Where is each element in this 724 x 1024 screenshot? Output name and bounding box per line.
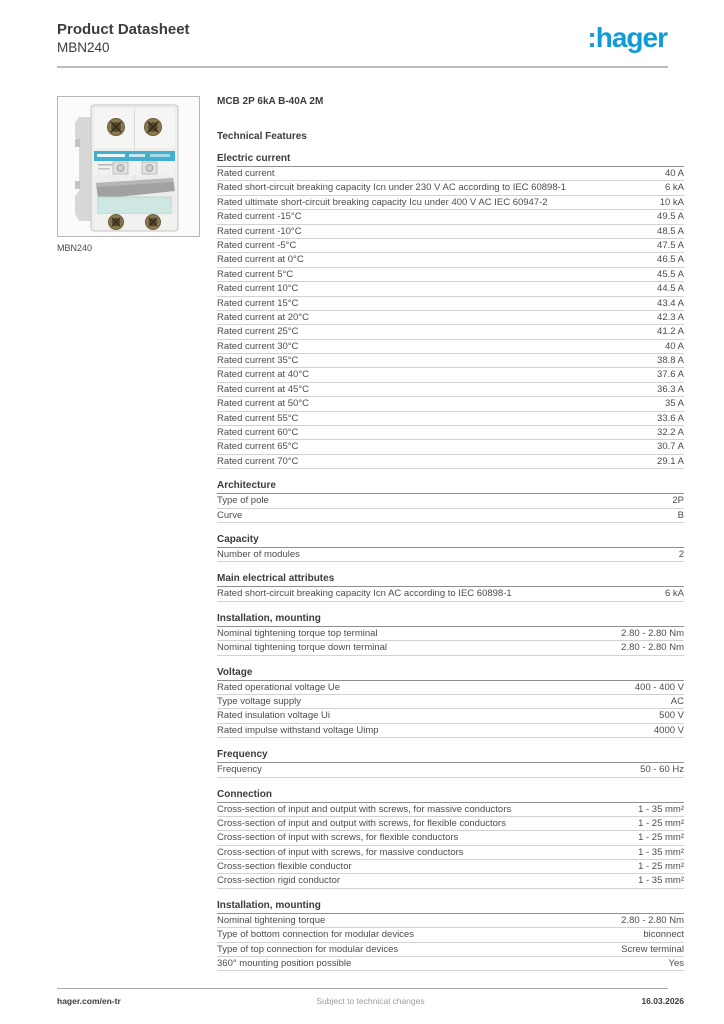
spec-value: 37.6 A — [657, 369, 684, 381]
spec-label: Rated current 60°C — [217, 427, 299, 439]
spec-label: Rated current 30°C — [217, 340, 299, 352]
spec-row — [217, 311, 684, 325]
spec-value: 44.5 A — [657, 283, 684, 295]
spec-value: 40 A — [664, 340, 684, 352]
spec-section — [217, 789, 684, 889]
spec-value: 1 - 25 mm² — [638, 832, 684, 844]
spec-label: Type voltage supply — [217, 695, 301, 707]
spec-label: Nominal tightening torque top terminal — [217, 627, 378, 639]
spec-label: Cross-section of input and output with screws, for flexible conductors — [217, 817, 506, 829]
mcb-product-image — [58, 97, 199, 236]
product-image-frame — [57, 96, 200, 237]
spec-label: Type of pole — [217, 495, 269, 507]
spec-label: Rated current 65°C — [217, 441, 299, 453]
spec-value: 50 - 60 Hz — [640, 764, 684, 776]
spec-value: AC — [670, 695, 684, 707]
spec-value: 4000 V — [653, 724, 684, 736]
spec-label: Cross-section of input with screws, for massive conductors — [217, 846, 464, 858]
label-band — [94, 151, 175, 175]
header-divider — [57, 66, 668, 68]
spec-row — [217, 874, 684, 888]
spec-value: 40 A — [664, 168, 684, 179]
transparent-window — [98, 197, 171, 214]
section-rows — [217, 548, 684, 562]
section-rows — [217, 167, 684, 469]
spec-label: Rated current -15°C — [217, 211, 302, 223]
spec-row — [217, 509, 684, 523]
spec-label: Rated current 15°C — [217, 297, 299, 309]
spec-label: Nominal tightening torque down terminal — [217, 642, 388, 654]
hager-logo: :hager — [587, 22, 667, 53]
spec-row — [217, 253, 684, 267]
spec-value: 35 A — [664, 398, 684, 410]
footer-divider — [57, 988, 668, 989]
section-title: Capacity — [217, 534, 684, 548]
spec-value: 1 - 35 mm² — [638, 846, 684, 858]
spec-row — [217, 681, 684, 695]
spec-row — [217, 709, 684, 723]
spec-row — [217, 831, 684, 845]
spec-value: biconnect — [643, 929, 684, 941]
bottom-terminal-screws — [94, 214, 175, 230]
section-title: Voltage — [217, 667, 684, 681]
spec-value: 2.80 - 2.80 Nm — [621, 642, 684, 654]
spec-row — [217, 426, 684, 440]
spec-value: 1 - 35 mm² — [638, 803, 684, 815]
technical-content — [217, 96, 684, 971]
spec-label: Rated current -5°C — [217, 239, 297, 251]
section-rows — [217, 494, 684, 523]
product-description-title: MCB 2P 6kA B-40A 2M — [217, 96, 324, 107]
spec-row — [217, 225, 684, 239]
spec-value: 6 kA — [664, 182, 684, 194]
spec-row — [217, 412, 684, 426]
spec-label: Frequency — [217, 764, 262, 776]
spec-value: 41.2 A — [657, 326, 684, 338]
spec-value: 38.8 A — [657, 355, 684, 367]
spec-label: Cross-section rigid conductor — [217, 875, 341, 887]
section-rows — [217, 763, 684, 777]
spec-row — [217, 181, 684, 195]
spec-section — [217, 153, 684, 469]
spec-value: 2.80 - 2.80 Nm — [621, 914, 684, 926]
technical-features-heading: Technical Features — [217, 131, 307, 142]
section-title: Frequency — [217, 749, 684, 763]
spec-label: Rated current at 20°C — [217, 311, 309, 323]
spec-row — [217, 282, 684, 296]
spec-row — [217, 196, 684, 210]
spec-value: 43.4 A — [657, 297, 684, 309]
spec-value: 2P — [672, 495, 684, 507]
product-reference: MBN240 — [57, 40, 110, 55]
spec-value: 6 kA — [664, 588, 684, 600]
spec-row — [217, 914, 684, 928]
section-title: Installation, mounting — [217, 900, 684, 914]
spec-label: Cross-section flexible conductor — [217, 861, 352, 873]
spec-label: Rated current at 45°C — [217, 383, 309, 395]
spec-label: Rated short-circuit breaking capacity Icn under 230 V AC according to IEC 60898-1 — [217, 182, 567, 194]
product-image-caption: MBN240 — [57, 243, 93, 253]
spec-value: 32.2 A — [657, 427, 684, 439]
spec-label: Cross-section of input and output with screws, for massive conductors — [217, 803, 512, 815]
spec-section — [217, 613, 684, 656]
spec-section — [217, 534, 684, 562]
spec-row — [217, 763, 684, 777]
spec-label: Type of bottom connection for modular devices — [217, 929, 414, 941]
spec-row — [217, 368, 684, 382]
spec-value: 400 - 400 V — [634, 681, 684, 693]
spec-label: Rated impulse withstand voltage Uimp — [217, 724, 379, 736]
spec-value: 47.5 A — [657, 239, 684, 251]
spec-label: Rated current 5°C — [217, 268, 294, 280]
spec-row — [217, 440, 684, 454]
spec-row — [217, 383, 684, 397]
spec-value: 48.5 A — [657, 225, 684, 237]
spec-row — [217, 817, 684, 831]
spec-value: 2 — [678, 548, 684, 560]
spec-value: 500 V — [659, 710, 684, 722]
spec-row — [217, 210, 684, 224]
spec-row — [217, 860, 684, 874]
spec-section — [217, 900, 684, 972]
spec-label: Rated current 55°C — [217, 412, 299, 424]
spec-value: 49.5 A — [657, 211, 684, 223]
spec-label: Rated current 70°C — [217, 455, 299, 467]
section-rows — [217, 627, 684, 656]
spec-row — [217, 268, 684, 282]
spec-label: Rated ultimate short-circuit breaking capacity Icu under 400 V AC IEC 60947-2 — [217, 196, 548, 208]
spec-section — [217, 480, 684, 523]
section-title: Architecture — [217, 480, 684, 494]
spec-row — [217, 957, 684, 971]
spec-row — [217, 239, 684, 253]
section-title: Connection — [217, 789, 684, 803]
spec-label: Number of modules — [217, 548, 300, 560]
section-title: Electric current — [217, 153, 684, 167]
spec-value: 1 - 25 mm² — [638, 817, 684, 829]
page-title: Product Datasheet — [57, 21, 190, 38]
spec-row — [217, 928, 684, 942]
spec-row — [217, 494, 684, 508]
section-rows — [217, 681, 684, 739]
spec-label: Rated current — [217, 168, 275, 179]
spec-row — [217, 297, 684, 311]
spec-value: 29.1 A — [657, 455, 684, 467]
spec-section — [217, 667, 684, 739]
spec-label: Nominal tightening torque — [217, 914, 326, 926]
spec-row — [217, 803, 684, 817]
spec-row — [217, 943, 684, 957]
spec-value: B — [677, 509, 684, 521]
spec-value: 36.3 A — [657, 383, 684, 395]
spec-label: 360° mounting position possible — [217, 958, 352, 970]
spec-section — [217, 749, 684, 777]
spec-value: Yes — [668, 958, 684, 970]
spec-label: Type of top connection for modular devices — [217, 943, 399, 955]
spec-row — [217, 587, 684, 601]
section-rows — [217, 914, 684, 972]
spec-label: Rated current at 0°C — [217, 254, 304, 266]
spec-value: 42.3 A — [657, 311, 684, 323]
spec-label: Rated current at 50°C — [217, 398, 309, 410]
footer-disclaimer: Subject to technical changes — [316, 996, 425, 1006]
section-title: Main electrical attributes — [217, 573, 684, 587]
spec-label: Rated short-circuit breaking capacity Icn AC according to IEC 60898-1 — [217, 588, 512, 600]
spec-row — [217, 354, 684, 368]
section-rows — [217, 587, 684, 601]
technical-sections — [217, 153, 684, 971]
footer — [57, 996, 684, 1006]
spec-label: Rated current 35°C — [217, 355, 299, 367]
footer-website-link[interactable]: hager.com/en-tr — [57, 996, 121, 1006]
spec-row — [217, 846, 684, 860]
spec-value: 2.80 - 2.80 Nm — [621, 627, 684, 639]
spec-label: Cross-section of input with screws, for flexible conductors — [217, 832, 459, 844]
spec-row — [217, 627, 684, 641]
spec-row — [217, 724, 684, 738]
spec-value: 1 - 35 mm² — [638, 875, 684, 887]
spec-row — [217, 397, 684, 411]
spec-row — [217, 455, 684, 469]
spec-value: 30.7 A — [657, 441, 684, 453]
spec-label: Rated current 25°C — [217, 326, 299, 338]
spec-label: Rated insulation voltage Ui — [217, 710, 331, 722]
spec-row — [217, 167, 684, 181]
spec-label: Rated operational voltage Ue — [217, 681, 341, 693]
spec-row — [217, 641, 684, 655]
spec-value: 33.6 A — [657, 412, 684, 424]
spec-row — [217, 340, 684, 354]
spec-label: Curve — [217, 509, 243, 521]
spec-label: Rated current at 40°C — [217, 369, 309, 381]
spec-section — [217, 573, 684, 601]
spec-row — [217, 695, 684, 709]
section-title: Installation, mounting — [217, 613, 684, 627]
spec-value: 10 kA — [659, 196, 684, 208]
spec-label: Rated current 10°C — [217, 283, 299, 295]
spec-value: 1 - 25 mm² — [638, 861, 684, 873]
spec-label: Rated current -10°C — [217, 225, 302, 237]
spec-row — [217, 548, 684, 562]
spec-value: 45.5 A — [657, 268, 684, 280]
footer-date: 16.03.2026 — [641, 996, 684, 1006]
spec-value: 46.5 A — [657, 254, 684, 266]
spec-value: Screw terminal — [621, 943, 684, 955]
section-rows — [217, 803, 684, 889]
spec-row — [217, 325, 684, 339]
